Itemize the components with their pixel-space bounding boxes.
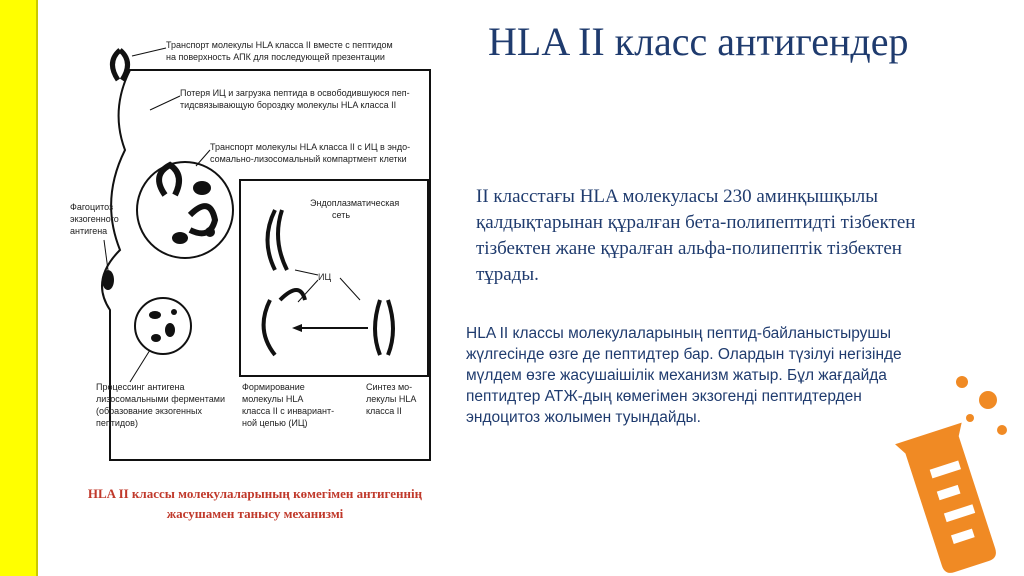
label-endo-1: Транспорт молекулы HLA класса II с ИЦ в эндо- [210, 142, 411, 152]
caption-line-2: жасушамен танысу механизмі [166, 506, 344, 521]
endosome-vesicle [137, 162, 233, 258]
label-formation-3: класса II с инвариант- [242, 406, 335, 416]
paragraph2-line: пептидтер АТЖ-дың көмегімен экзогенді пептидтерден [466, 388, 862, 405]
label-synthesis-1: Синтез мо- [366, 382, 413, 392]
lysosome-vesicle [135, 298, 191, 354]
label-phago-1: Фагоцитоз [70, 202, 114, 212]
slide-title: HLA II класс антигендер [488, 19, 909, 64]
label-formation-4: ной цепью (ИЦ) [242, 418, 308, 428]
label-transport-1: Транспорт молекулы HLA класса II вместе с пептидом [166, 40, 393, 50]
paragraph1-line: қалдықтарынан құралған бета-полипептидті тізбектен [476, 212, 916, 233]
paragraph2-line: жүлгесінде өзге де пептидтер бар. Олардын түзілуі негізінде [466, 346, 902, 363]
label-er-2: сеть [332, 210, 351, 220]
paragraph1-line: тізбектен жане құралған альфа-полипептік тізбектен [476, 238, 902, 259]
label-endo-2: сомально-лизосомальный компартмент клетки [210, 154, 407, 164]
paragraph2-line: мүлдем өзге жасушаішілік механизм жатыр. Бұл жағдайда [466, 367, 887, 384]
antigen-presentation-diagram [70, 10, 470, 470]
paragraph1-line: II класстағы HLA молекуласы 230 аминқышқылы [476, 186, 879, 207]
label-formation-2: молекулы HLA [242, 394, 304, 404]
paragraph2-line: эндоцитоз жолымен туындайды. [466, 409, 701, 426]
accent-bar [0, 0, 38, 576]
paragraph2-line: HLA II классы молекулаларының пептид-байланыстырушы [466, 325, 892, 342]
label-phago-3: антигена [70, 226, 108, 236]
paragraph1-line: тұрады. [476, 264, 539, 285]
accent-bar-edge [36, 0, 38, 576]
label-processing-1: Процессинг антигена [96, 382, 185, 392]
caption-line-1: HLA II классы молекулаларының көмегімен антигеннің [87, 486, 423, 501]
label-processing-4: пептидов) [96, 418, 138, 428]
label-ic: ИЦ [318, 272, 332, 282]
label-loss-1: Потеря ИЦ и загрузка пептида в освободившуюся пеп- [180, 88, 410, 98]
label-formation-1: Формирование [242, 382, 305, 392]
beaker-icon [870, 370, 1020, 576]
label-processing-2: лизосомальными ферментами [96, 394, 226, 404]
paragraph-hla-structure [476, 184, 996, 288]
label-transport-2: на поверхность АПК для последующей презентации [166, 52, 385, 62]
surface-hla-molecule [112, 50, 127, 80]
label-phago-2: экзогенного [70, 214, 119, 224]
label-synthesis-3: класса II [366, 406, 402, 416]
label-loss-2: тидсвязывающую бороздку молекулы HLA класса II [180, 100, 397, 110]
label-er-1: Эндоплазматическая [310, 198, 400, 208]
label-synthesis-2: лекулы HLA [366, 394, 417, 404]
diagram-caption [70, 484, 440, 524]
label-processing-3: (образование экзогенных [96, 406, 202, 416]
